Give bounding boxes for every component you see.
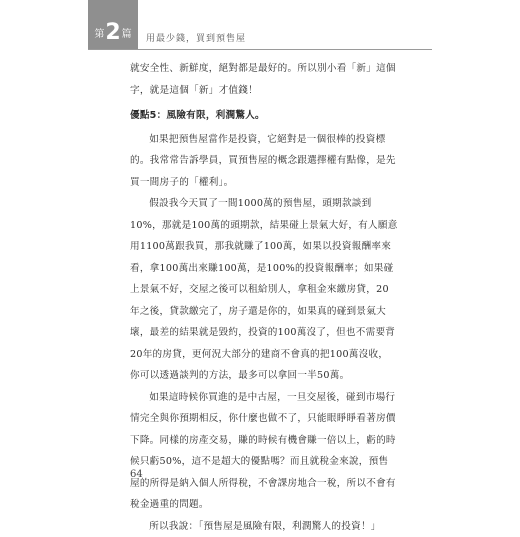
chapter-tab <box>88 0 138 50</box>
running-header: 用最少錢，買到預售屋 <box>146 31 246 44</box>
chapter-prefix: 第 <box>94 25 104 40</box>
paragraph: 如果這時候你買進的是中古屋，一旦交屋後，碰到市場行情完全與你預期相反，你什麼也做不了，只能眼睜睜看著房價下降。同樣的房產交易，賺的時候有機會賺一倍以上，虧的時候只虧50%，這不是超大的優點嗎？而且就稅金來說，預售屋的所得是納入個人所得稅，不會課房地合一稅，所以不會有稅金過重的問題。 <box>130 387 398 516</box>
paragraph: 假設我今天買了一間1000萬的預售屋，頭期款談到10%，那就是100萬的頭期款，結果碰上景氣大好，有人願意用1100萬跟我買，那我就賺了100萬，如果以投資報酬率來看，拿100萬出來賺100萬，是100%的投資報酬率；如果碰上景氣不好，交屋之後可以租給別人，拿租金來繳房貸，20年之後，貸款繳完了，房子還是你的，如果真的碰到景氣大壞，最差的結果就是毀約，投資的100萬沒了，但也不需要背20年的房貸，更何況大部分的建商不會真的把100萬沒收，你可以透過談判的方法，最多可以拿回一半50萬。 <box>130 193 398 387</box>
page-number: 64 <box>130 469 143 480</box>
header-divider <box>88 49 432 50</box>
paragraph-continued: 就安全性、新鮮度，絕對都是最好的。所以別小看「新」這個字，就是這個「新」才值錢！ <box>130 58 398 101</box>
paragraph: 所以我說：「預售屋是風險有限，利潤驚人的投資！」 <box>130 516 398 537</box>
section-heading: 優點5：風險有限，利潤驚人。 <box>130 105 398 127</box>
chapter-number: 2 <box>105 22 120 44</box>
paragraph: 如果把預售屋當作是投資，它絕對是一個很棒的投資標的。我常常告訴學員，買預售屋的概念跟選擇權有點像，是先買一間房子的「權利」。 <box>130 129 398 194</box>
chapter-suffix: 篇 <box>122 25 132 40</box>
body-text <box>130 58 398 537</box>
